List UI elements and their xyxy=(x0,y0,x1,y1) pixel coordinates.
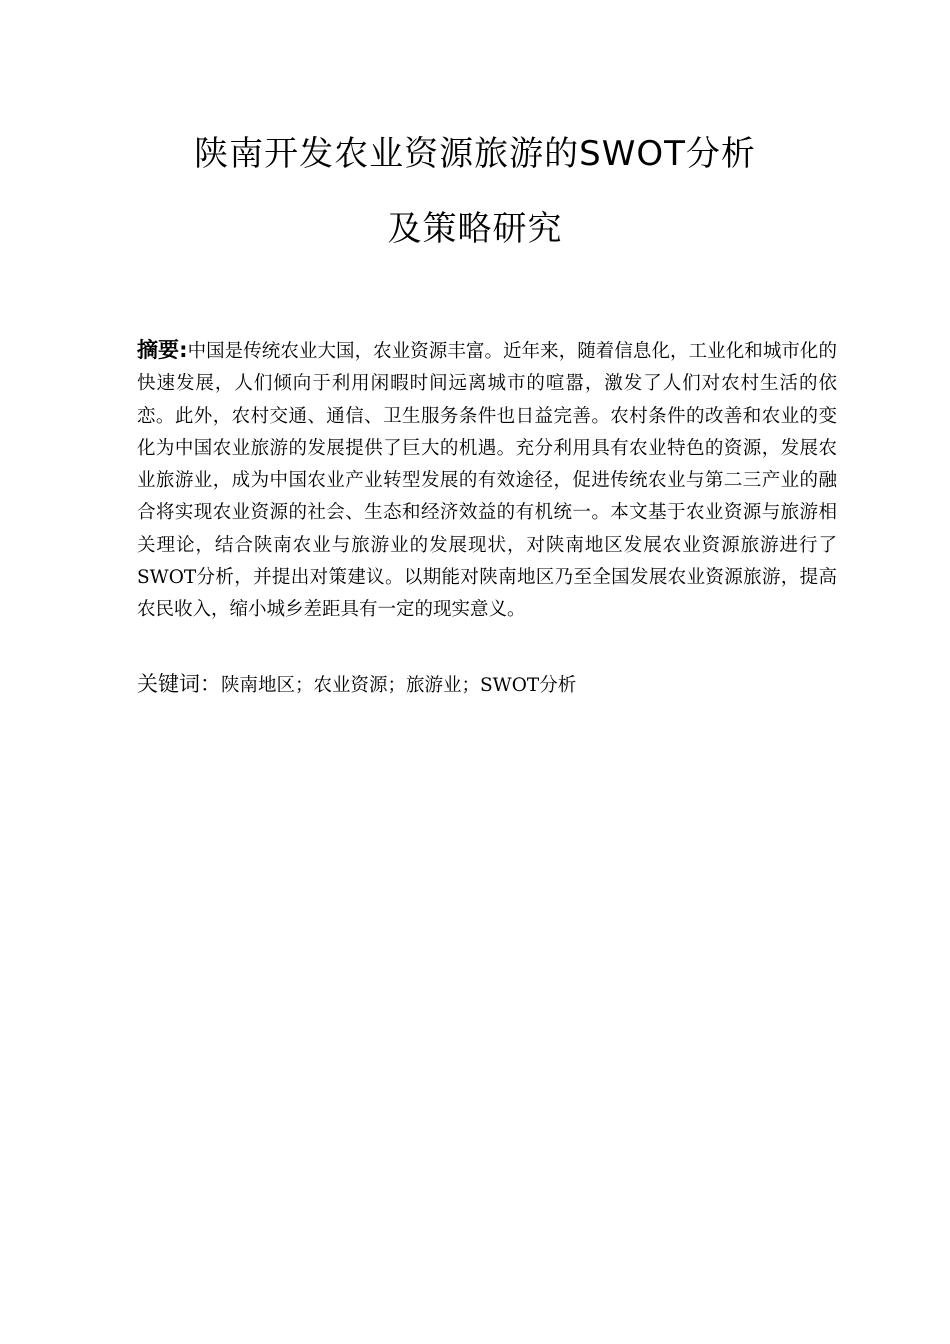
keywords-paragraph xyxy=(137,668,837,702)
document-title-line-2: 及策略研究 xyxy=(387,209,563,249)
abstract-paragraph xyxy=(137,334,837,627)
keywords-text: 陕南地区；农业资源；旅游业；SWOT分析 xyxy=(221,675,577,696)
abstract-text: 中国是传统农业大国，农业资源丰富。近年来，随着信息化，工业化和城市化的快速发展，人们倾向于利用闲暇时间远离城市的喧嚣，激发了人们对农村生活的依恋。此外，农村交通、通信、卫生服务条件也日益完善。农村条件的改善和农业的变化为中国农业旅游的发展提供了巨大的机遇。充分利用具有农业特色的资源，发展农业旅游业，成为中国农业产业转型发展的有效途径，促进传统农业与第二三产业的融合将实现农业资源的社会、生态和经济效益的有机统一。本文基于农业资源与旅游相关理论，结合陕南农业与旅游业的发展现状，对陕南地区发展农业资源旅游进行了SWOT分析，并提出对策建议。以期能对陕南地区乃至全国发展农业资源旅游，提高农民收入，缩小城乡差距具有一定的现实意义。 xyxy=(137,341,837,621)
document-title-line-1: 陕南开发农业资源旅游的SWOT分析 xyxy=(194,134,756,174)
keywords-label: 关键词： xyxy=(137,672,221,696)
abstract-label: 摘要: xyxy=(137,338,188,362)
